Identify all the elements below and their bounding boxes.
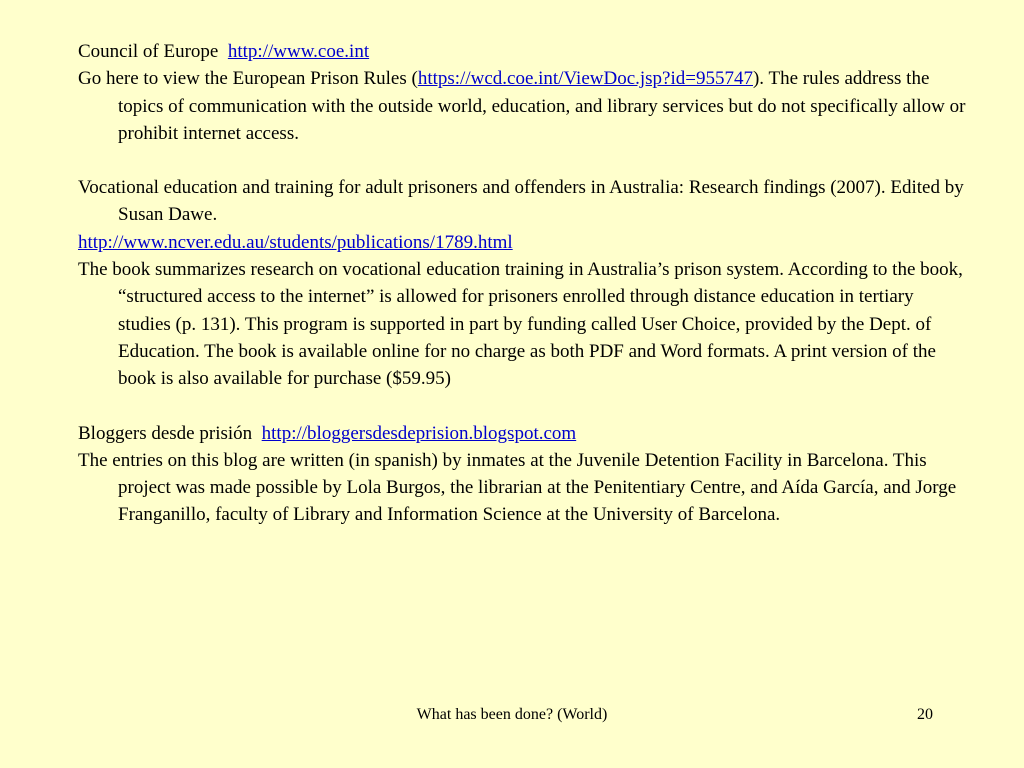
blog-description: The entries on this blog are written (in spanish) by inmates at the Juvenile Detention Facility in Barcelona. This project was made possible by Lola Burgos, the librarian at the Penitentiary Centre, and Aída García, and Jorge Franganillo, faculty of Library and Information Science at the University of Barcelona.	[78, 449, 957, 526]
coe-description	[78, 65, 968, 147]
footer-title: What has been done? (World)	[416, 706, 608, 723]
ncver-title: Vocational education and training for adult prisoners and offenders in Australia: Research findings (2007). Edited by Susan Dawe.	[78, 177, 964, 226]
coe-description-suffix: ). The rules address the topics of communication with the outside world, education, and library services but do not specifically allow or prohibit internet access.	[118, 68, 966, 144]
ncver-link[interactable]: http://www.ncver.edu.au/students/publications/1789.html	[78, 231, 513, 253]
ncver-description: The book summarizes research on vocational education training in Australia’s prison system. According to the book, “structured access to the internet” is allowed for prisoners enrolled through distance education in tertiary studies (p. 131). This program is supported in part by funding called User Choice, provided by the Dept. of Education. The book is available online for no charge as both PDF and Word formats. A print version of the book is also available for purchase ($59.95)	[78, 259, 963, 390]
blog-heading	[78, 420, 968, 447]
blog-label: Bloggers desde prisión	[78, 422, 253, 444]
blog-link[interactable]: http://bloggersdesdeprision.blogspot.com	[261, 422, 577, 444]
ncver-url-line	[78, 229, 968, 256]
coe-label: Council of Europe	[78, 41, 219, 62]
coe-heading	[78, 38, 968, 65]
prison-rules-link[interactable]: https://wcd.coe.int/ViewDoc.jsp?id=955747	[417, 68, 753, 90]
coe-description-prefix: Go here to view the European Prison Rules (	[78, 68, 418, 90]
slide-content	[78, 38, 968, 529]
slide-number: 20	[917, 706, 933, 723]
coe-link[interactable]: http://www.coe.int	[227, 41, 370, 62]
